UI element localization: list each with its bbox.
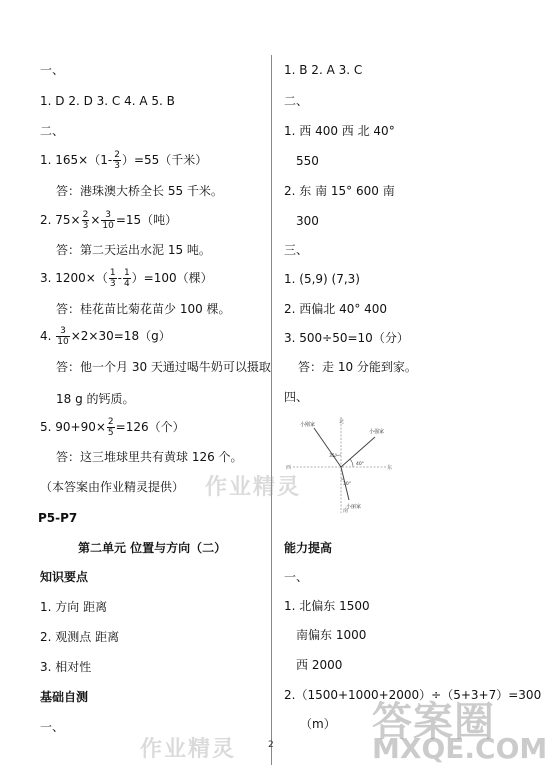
q4-pre: 4. — [40, 329, 52, 343]
right-section3-title: 三、 — [284, 243, 309, 257]
right-section2-title: 二、 — [284, 94, 309, 108]
watermark-text-bottom: 作业精灵 — [140, 737, 237, 762]
right-s2-q1b: 550 — [296, 154, 319, 168]
label-xiaogang-home: 小刚家 — [300, 422, 316, 428]
q5-post: =126（个） — [115, 420, 185, 434]
improve-q1b: 南偏东 1000 — [296, 628, 367, 642]
q4-expression — [40, 326, 171, 347]
q2-f2-num: 3 — [101, 210, 114, 221]
q2-f1-num: 2 — [82, 210, 89, 220]
label-xiaoqiang-home: 小强家 — [369, 429, 385, 435]
q5-fraction — [107, 417, 115, 438]
q3-f2-den: 4 — [123, 279, 130, 289]
right-s2-q1: 1. 西 400 西 北 40° — [284, 124, 395, 138]
q1-fraction — [113, 150, 121, 171]
q1-frac-den: 3 — [114, 161, 120, 171]
knowledge-title: 知识要点 — [40, 570, 89, 584]
q1-pre: 1. 165×（1- — [40, 153, 113, 167]
q1-answer: 答：港珠澳大桥全长 55 千米。 — [56, 184, 223, 198]
q3-minus: - — [117, 271, 122, 285]
q3-f1-den: 3 — [109, 279, 116, 289]
left-section1-title: 一、 — [40, 63, 65, 77]
knowledge-item-1: 1. 方向 距离 — [40, 600, 108, 614]
q5-answer: 答：这三堆球里共有黄球 126 个。 — [56, 450, 243, 464]
right-s2-q2b: 300 — [296, 214, 319, 228]
q3-answer: 答：桂花苗比菊花苗少 100 棵。 — [56, 302, 231, 316]
page-range: P5-P7 — [38, 511, 78, 525]
q2-f2-den: 10 — [102, 221, 114, 231]
improve-title: 能力提高 — [284, 541, 333, 555]
q3-expression — [40, 268, 213, 289]
angle-label-3: 30° — [343, 482, 351, 487]
label-north: 北 — [339, 419, 345, 425]
q2-fraction-1 — [82, 210, 90, 231]
right-s3-q3: 3. 500÷50=10（分） — [284, 331, 409, 345]
unit-title: 第二单元 位置与方向（二） — [78, 541, 227, 555]
q5-pre: 5. 90+90× — [40, 420, 106, 434]
q2-times: × — [90, 213, 101, 227]
angle-arc-2 — [350, 459, 353, 467]
q5-frac-den: 5 — [107, 428, 114, 438]
q1-frac-num: 2 — [114, 150, 120, 160]
column-divider — [271, 55, 272, 765]
improve-q1: 1. 北偏东 1500 — [284, 599, 370, 613]
q4-frac-den: 10 — [57, 337, 69, 347]
basic-test-title: 基础自测 — [40, 690, 89, 704]
q2-fraction-2 — [101, 210, 114, 231]
q4-answer-line2: 18 g 的钙质。 — [56, 392, 135, 406]
knowledge-item-2: 2. 观测点 距离 — [40, 630, 120, 644]
q4-fraction — [56, 326, 69, 347]
label-west: 西 — [286, 465, 292, 471]
q2-pre: 2. 75× — [40, 213, 81, 227]
right-section4-title: 四、 — [284, 390, 309, 404]
q2-post: =15（吨） — [115, 213, 178, 227]
q3-pre: 3. 1200×（ — [40, 271, 108, 285]
watermark-url: MXQE.COM — [372, 732, 548, 765]
watermark-logo: 答案圈 — [372, 699, 495, 745]
improve-q2b: （m） — [300, 717, 336, 731]
right-s3-q1: 1. (5,9) (7,3) — [284, 272, 360, 286]
right-s3-q2: 2. 西偏北 40° 400 — [284, 302, 388, 316]
left-section2-title: 二、 — [40, 124, 65, 138]
q3-fraction-2 — [123, 268, 131, 289]
q2-f1-den: 3 — [82, 221, 89, 231]
knowledge-item-3: 3. 相对性 — [40, 660, 92, 674]
improve-q2: 2.（1500+1000+2000）÷（5+3+7）=300 — [284, 688, 542, 702]
q1-post: ）=55（千米） — [121, 153, 208, 167]
q4-frac-num: 3 — [56, 326, 69, 337]
q4-post: ×2×30=18（g） — [70, 329, 171, 343]
left-section1-answers: 1. D 2. D 3. C 4. A 5. B — [40, 94, 175, 108]
q3-fraction-1 — [109, 268, 117, 289]
label-east: 东 — [387, 465, 393, 471]
q3-f1-num: 1 — [109, 268, 116, 278]
q4-answer-line1: 答：他一个月 30 天通过喝牛奶可以摄取 — [56, 360, 271, 374]
basic-section1-title: 一、 — [40, 720, 65, 734]
q1-expression — [40, 150, 207, 171]
right-s2-q2: 2. 东 南 15° 600 南 — [284, 184, 395, 198]
q3-post: ）=100（棵） — [131, 271, 213, 285]
q5-frac-num: 2 — [107, 417, 114, 427]
q3-f2-num: 1 — [123, 268, 130, 278]
watermark-text: 作业精灵 — [205, 475, 302, 500]
right-s3-answer: 答：走 10 分能到家。 — [298, 360, 417, 374]
improve-q1c: 西 2000 — [296, 658, 343, 672]
angle-label-1: 35° — [329, 454, 337, 459]
improve-section1-title: 一、 — [284, 570, 309, 584]
q2-answer: 答：第二天运出水泥 15 吨。 — [56, 243, 211, 257]
answer-credit: （本答案由作业精灵提供） — [40, 480, 185, 494]
page-number: 2 — [268, 740, 274, 750]
q2-expression — [40, 210, 177, 231]
label-south: 南 — [343, 508, 349, 514]
right-section1-answers: 1. B 2. A 3. C — [284, 63, 363, 77]
path-to-xiaogang — [314, 428, 341, 467]
label-xiaoli-home: 小丽家 — [346, 504, 362, 510]
angle-label-2: 40° — [356, 462, 364, 467]
q5-expression — [40, 417, 185, 438]
